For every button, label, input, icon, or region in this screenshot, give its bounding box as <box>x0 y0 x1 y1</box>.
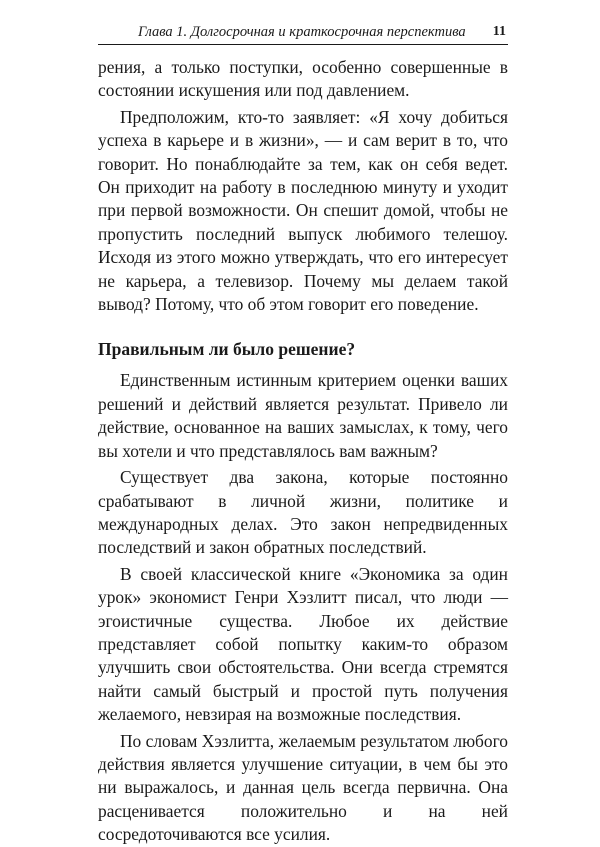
chapter-title: Глава 1. Долгосрочная и краткосрочная перспектива <box>138 24 466 40</box>
paragraph-6: По словам Хэзлитта, желаемым результатом любого действия является улучшение ситуации, в чем бы это ни выражалось, и данная цель всегда первична. Она расценивается положительно и на ней сосредоточиваются все усилия. <box>98 730 508 845</box>
running-header <box>98 20 508 45</box>
paragraph-3: Единственным истинным критерием оценки ваших решений и действий является результат. Привело ли действие, основанное на ваших замыслах, к тому, чего вы хотели и что представлялось вам важным? <box>98 370 508 461</box>
paragraph-2: Предположим, кто-то заявляет: «Я хочу добиться успеха в карьере и в жизни», — и сам верит в то, что говорит. Но понаблюдайте за тем, как он себя ведет. Он приходит на работу в последнюю минуту и уходит при первой возможности. Он спешит домой, чтобы не пропустить последний выпуск любимого телешоу. Исходя из этого можно утверждать, что его интересует не карьера, а телевизор. Почему мы делаем такой вывод? Потому, что об этом говорит его поведение. <box>98 106 508 315</box>
page-body <box>98 56 508 847</box>
section-heading: Правильным ли было решение? <box>98 339 356 360</box>
paragraph-5: В своей классической книге «Экономика за один урок» экономист Генри Хэзлитт писал, что люди — эгоистичные существа. Любое их действие представляет собой попытку каким-то образом улучшить свои обстоятельства. Они всегда стремятся найти самый быстрый и простой путь получения желаемого, невзирая на возможные последствия. <box>98 563 508 725</box>
paragraph-1: рения, а только поступки, особенно совершенные в состоянии искушения или под давлением. <box>98 57 508 101</box>
page-number: 11 <box>492 24 506 39</box>
paragraph-4: Существует два закона, которые постоянно срабатывают в личной жизни, политике и международных делах. Это закон непредвиденных последствий и закон обратных последствий. <box>98 467 508 558</box>
